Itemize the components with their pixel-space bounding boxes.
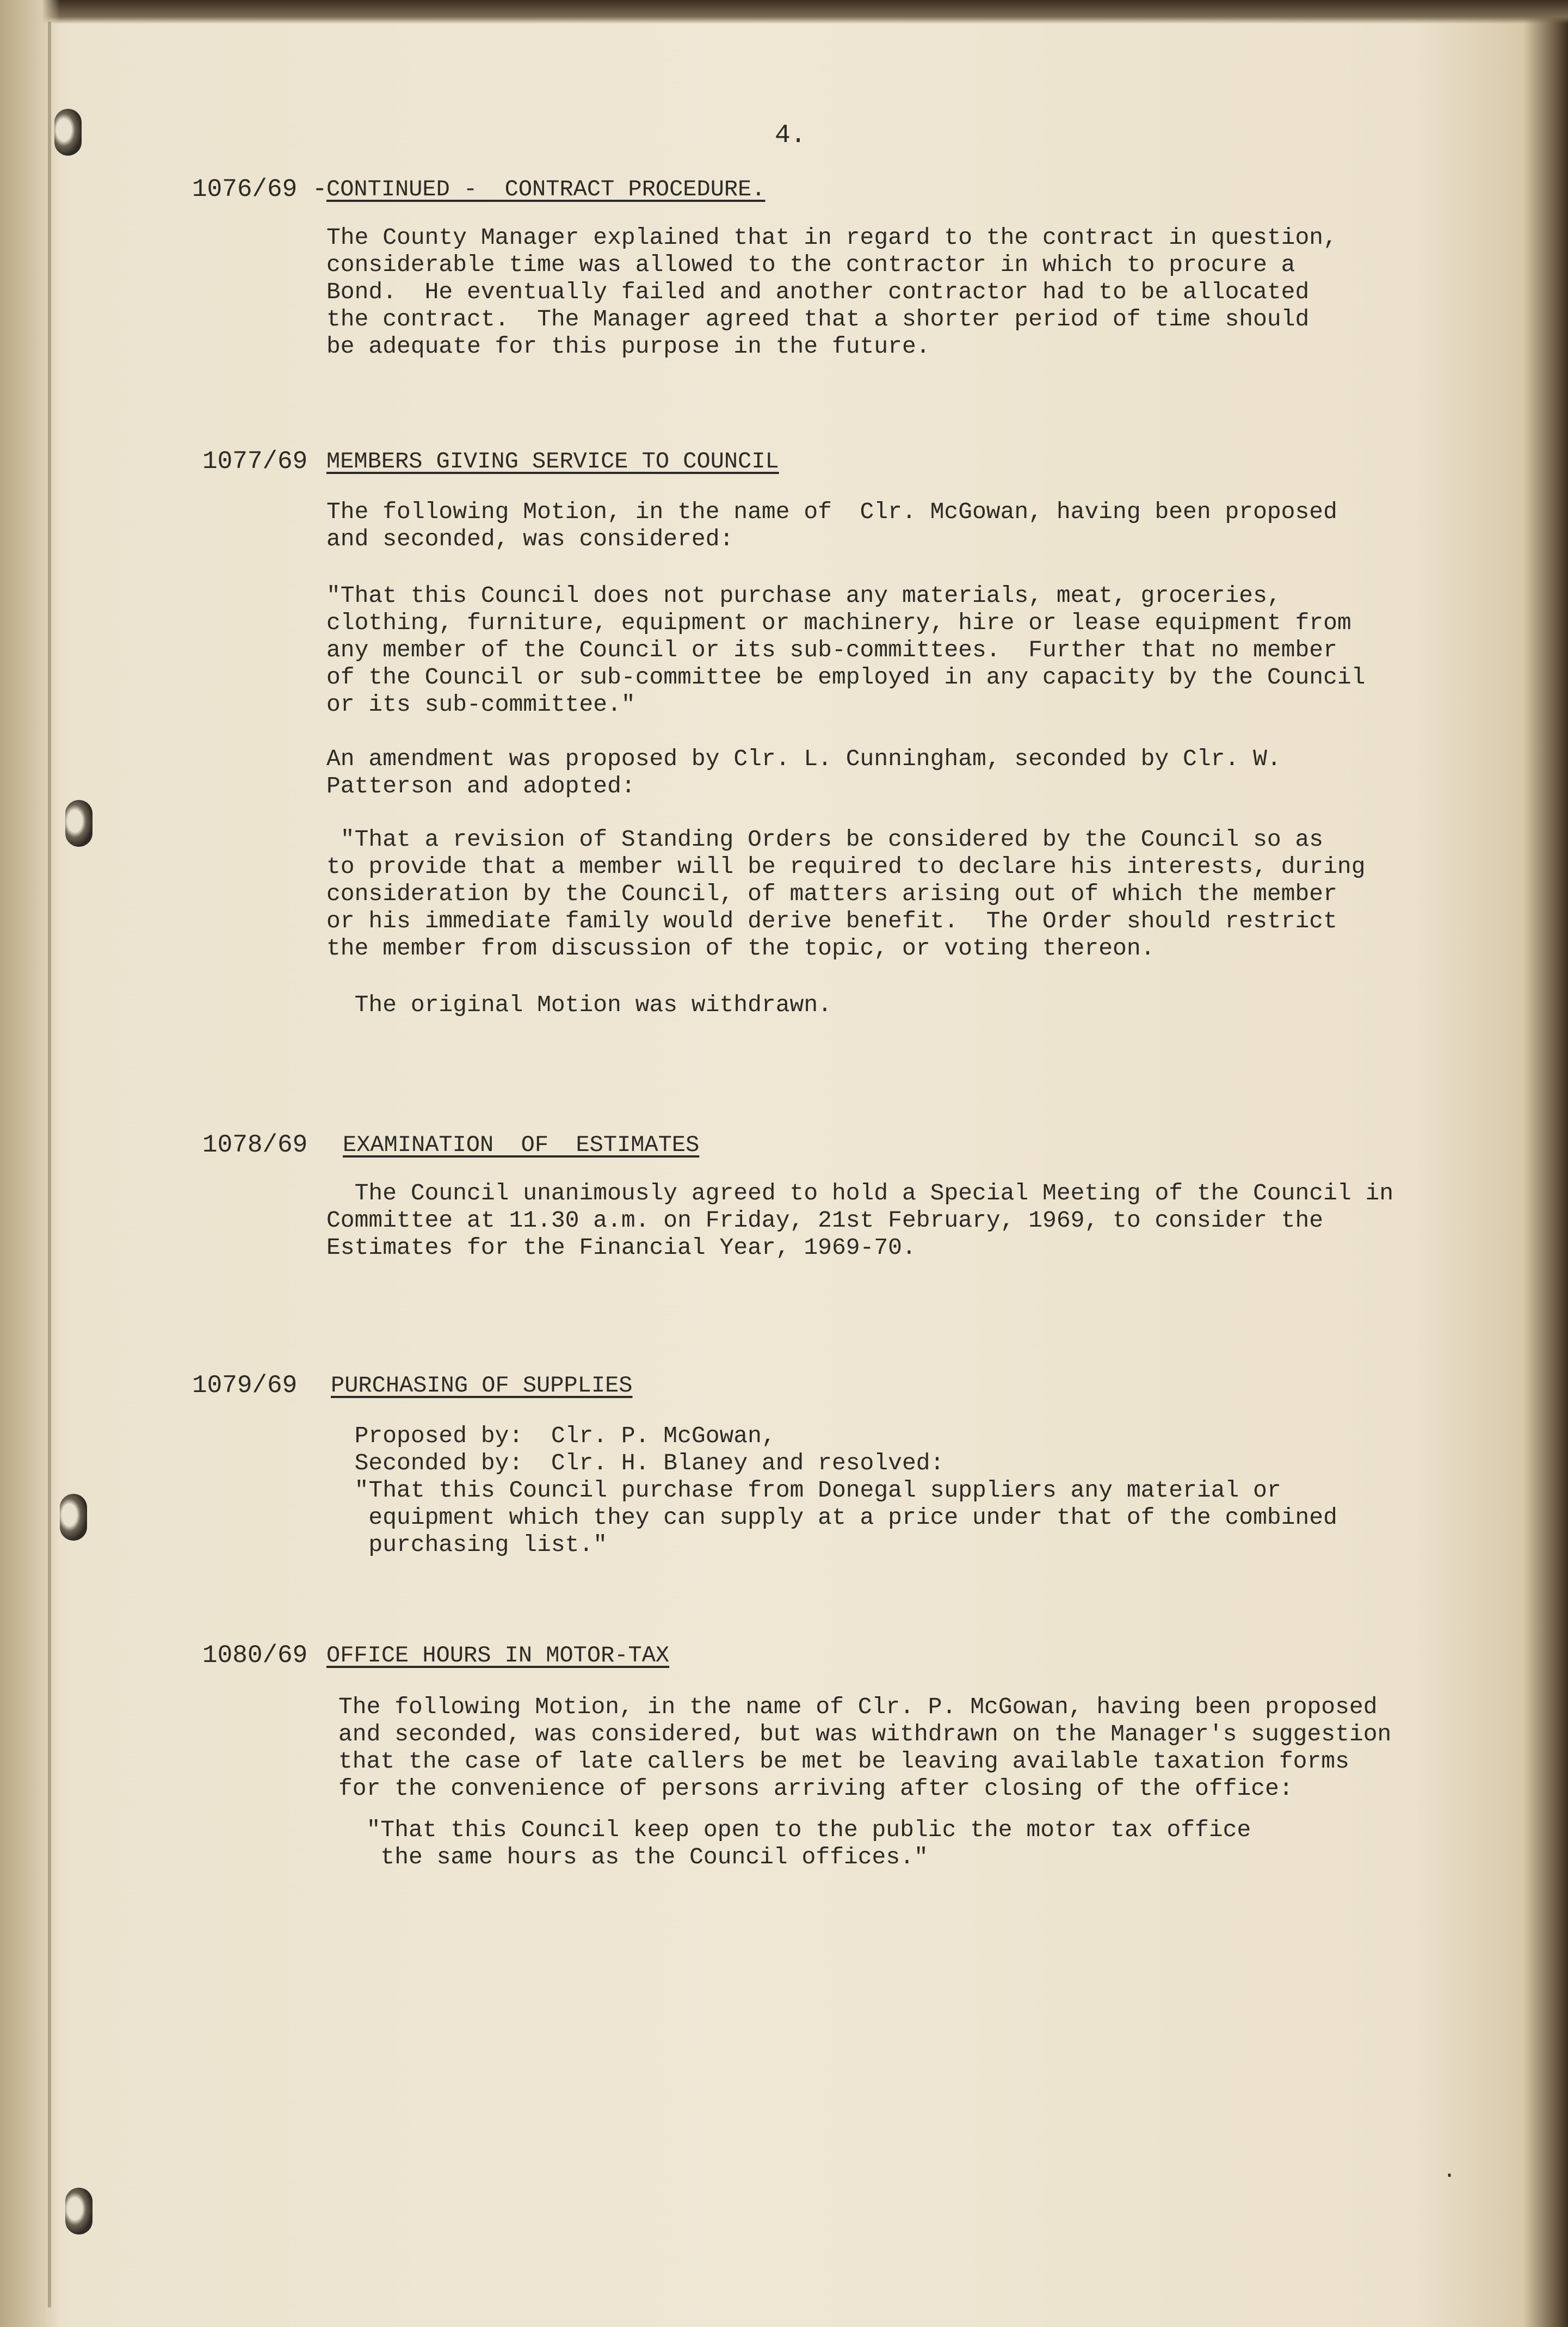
paragraph: "That this Council does not purchase any materials, meat, groceries, clothing, furniture, equipment or machinery, hire or lease equipment from any member of the Council or its sub-committees. Further that no member of the Council or sub-committee be employed in any capacity by the Council or its sub-committee." (326, 582, 1366, 718)
minute-ref: 1080/69 (202, 1641, 308, 1670)
section-heading: OFFICE HOURS IN MOTOR-TAX (326, 1642, 670, 1669)
section-heading: CONTINUED - CONTRACT PROCEDURE. (326, 176, 766, 202)
binder-ring-icon (54, 109, 82, 156)
paragraph: Proposed by: Clr. P. McGowan, Seconded by: Clr. H. Blaney and resolved: "That this Council purchase from Donegal suppliers any material or equipment which they can supply at a price under that of the combined purchasing list." (326, 1423, 1337, 1558)
page-top-shadow (0, 0, 1568, 24)
section-heading: EXAMINATION OF ESTIMATES (343, 1132, 700, 1158)
binder-ring-icon (65, 800, 92, 847)
binder-ring-icon (60, 1494, 87, 1541)
section-heading: MEMBERS GIVING SERVICE TO COUNCIL (326, 448, 779, 475)
section-heading: PURCHASING OF SUPPLIES (331, 1372, 633, 1399)
binder-ring-icon (65, 2188, 92, 2234)
minute-ref: 1079/69 (192, 1371, 298, 1400)
paragraph: "That this Council keep open to the public the motor tax office the same hours as the Council offices." (338, 1817, 1251, 1870)
paragraph: "That a revision of Standing Orders be considered by the Council so as to provide that a member will be required to declare his interests, during consideration by the Council, of matters arising out of which the member or his immediate family would derive benefit. The Order should restrict the member from discussion of the topic, or voting thereon. (326, 826, 1366, 962)
binding-edge (48, 22, 51, 2307)
paragraph: An amendment was proposed by Clr. L. Cunningham, seconded by Clr. W. Patterson and adopted: (326, 746, 1281, 799)
minute-ref: 1078/69 (202, 1131, 308, 1159)
paragraph: The following Motion, in the name of Clr. P. McGowan, having been proposed and seconded, was considered, but was withdrawn on the Manager's suggestion that the case of late callers be met be leaving available taxation forms for the convenience of persons arriving after closing of the office: (338, 1694, 1392, 1802)
minute-ref: 1076/69 - (192, 175, 328, 204)
paragraph: The County Manager explained that in regard to the contract in question, considerable time was allowed to the contractor in which to procure a Bond. He eventually failed and another contractor had to be allocated the contract. The Manager agreed that a shorter period of time should be adequate for this purpose in the future. (326, 224, 1337, 360)
page-number: 4. (775, 121, 806, 150)
paragraph: The following Motion, in the name of Clr. McGowan, having been proposed and seconded, was considered: (326, 498, 1337, 552)
paragraph: The Council unanimously agreed to hold a Special Meeting of the Council in Committee at 11.30 a.m. on Friday, 21st February, 1969, to consider the Estimates for the Financial Year, 1969-70. (326, 1180, 1394, 1261)
trailing-mark: . (1443, 2159, 1456, 2184)
minute-ref: 1077/69 (202, 447, 308, 476)
paragraph: The original Motion was withdrawn. (326, 992, 832, 1018)
